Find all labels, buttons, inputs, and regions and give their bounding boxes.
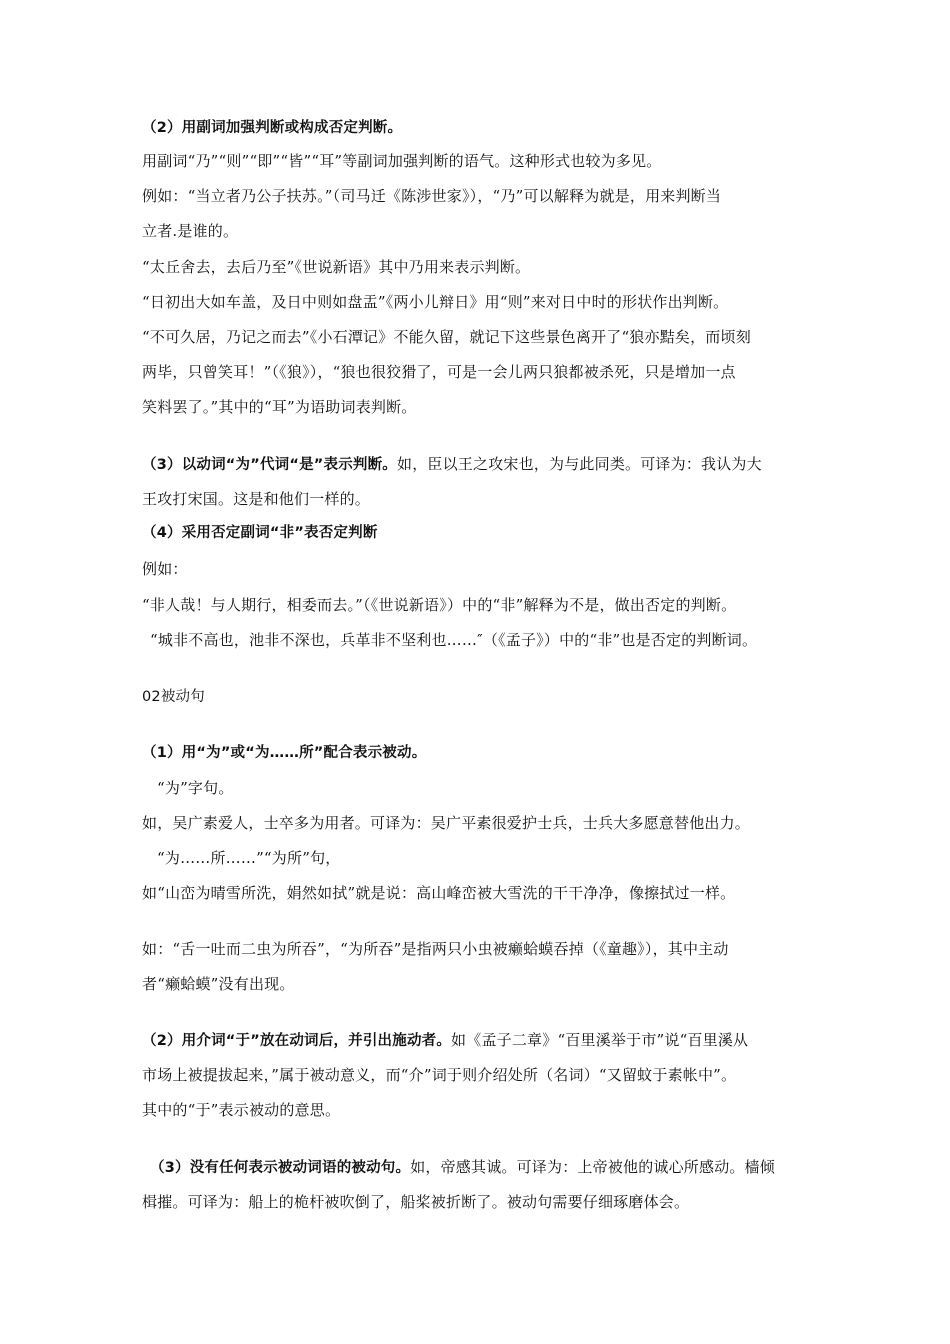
paragraph-line: 如：“舌一吐而二虫为所吞”，“为所吞”是指两只小虫被癞蛤蟆吞掉（《童趣》），其中主动	[142, 940, 729, 958]
paragraph-line: “城非不高也，池非不深也，兵革非不坚利也……″（《孟子》）中的“非”也是否定的判断词。	[150, 631, 758, 649]
heading-wei-passive: （1）用“为”或“为……所”配合表示被动。	[142, 745, 427, 761]
paragraph-line: 例如：“当立者乃公子扶苏。”（司马迁《陈涉世家》），“乃”可以解释为就是，用来判断当	[142, 187, 722, 205]
heading-verb-judgment: （3）以动词“为”代词“是”表示判断。	[142, 457, 398, 473]
paragraph-line: 市场上被提拔起来，”属于被动意义，而“介”词于则介绍处所（名词）“又留蚊于素帐中”。	[142, 1066, 737, 1084]
paragraph-line: 立者.是谁的。	[142, 222, 239, 240]
paragraph-yu-passive	[142, 1030, 748, 1051]
section-title-passive: 02被动句	[142, 689, 205, 705]
paragraph-line: “太丘舍去，去后乃至”《世说新语》其中乃用来表示判断。	[142, 258, 531, 276]
heading-unmarked-passive: （3）没有任何表示被动词语的被动句。	[150, 1160, 411, 1176]
paragraph-text: 如《孟子二章》“百里溪举于市”说“百里溪从	[451, 1031, 749, 1049]
paragraph-line: “为”字句。	[157, 779, 234, 797]
paragraph-line: 笑料罢了。”其中的“耳”为语助词表判断。	[142, 398, 417, 416]
paragraph-line: 其中的“于”表示被动的意思。	[142, 1101, 341, 1119]
paragraph-line: 如，吴广素爱人，士卒多为用者。可译为：吴广平素很爱护士兵，士兵大多愿意替他出力。	[142, 814, 751, 832]
paragraph-line: 例如：	[142, 560, 188, 578]
paragraph-line: 者“癞蛤蟆”没有出现。	[142, 975, 295, 993]
paragraph-line: 王攻打宋国。这是和他们一样的。	[142, 490, 371, 508]
heading-negative-judgment: （4）采用否定副词“非”表否定判断	[142, 525, 378, 541]
heading-yu-passive: （2）用介词“于”放在动词后，并引出施动者。	[142, 1033, 452, 1049]
paragraph-line: “日初出大如车盖，及日中则如盘盂”《两小儿辩日》用“则”来对日中时的形状作出判断。	[142, 293, 729, 311]
paragraph-line: “不可久居，乃记之而去”《小石潭记》不能久留，就记下这些景色离开了“狼亦黠矣，而顷刻	[142, 328, 751, 346]
paragraph-line: 两毕，只曾笑耳！”（《狼》），“狼也很狡猾了，可是一会儿两只狼都被杀死，只是增加一点	[142, 363, 736, 381]
paragraph-text: 如，臣以王之攻宋也，为与此同类。可译为：我认为大	[397, 455, 762, 473]
paragraph-text: 如，帝感其诚。可译为：上帝被他的诚心所感动。樯倾	[410, 1158, 775, 1176]
paragraph-unmarked-passive	[150, 1157, 775, 1178]
paragraph-line: 如“山峦为晴雪所洗，娟然如拭”就是说：高山峰峦被大雪洗的干干净净，像擦拭过一样。	[142, 884, 736, 902]
paragraph-line: “为……所……”“为所”句，	[157, 849, 341, 867]
paragraph-line: “非人哉！与人期行，相委而去。”（《世说新语》）中的“非”解释为不是，做出否定的判断。	[142, 596, 737, 614]
paragraph-verb-judgment	[142, 454, 762, 475]
heading-adverb-judgment: （2）用副词加强判断或构成否定判断。	[142, 120, 403, 136]
paragraph-line: 用副词“乃”“则”“即”“皆”“耳”等副词加强判断的语气。这种形式也较为多见。	[142, 152, 662, 170]
paragraph-line: 楫摧。可译为：船上的桅杆被吹倒了，船桨被折断了。被动句需要仔细琢磨体会。	[142, 1193, 690, 1211]
